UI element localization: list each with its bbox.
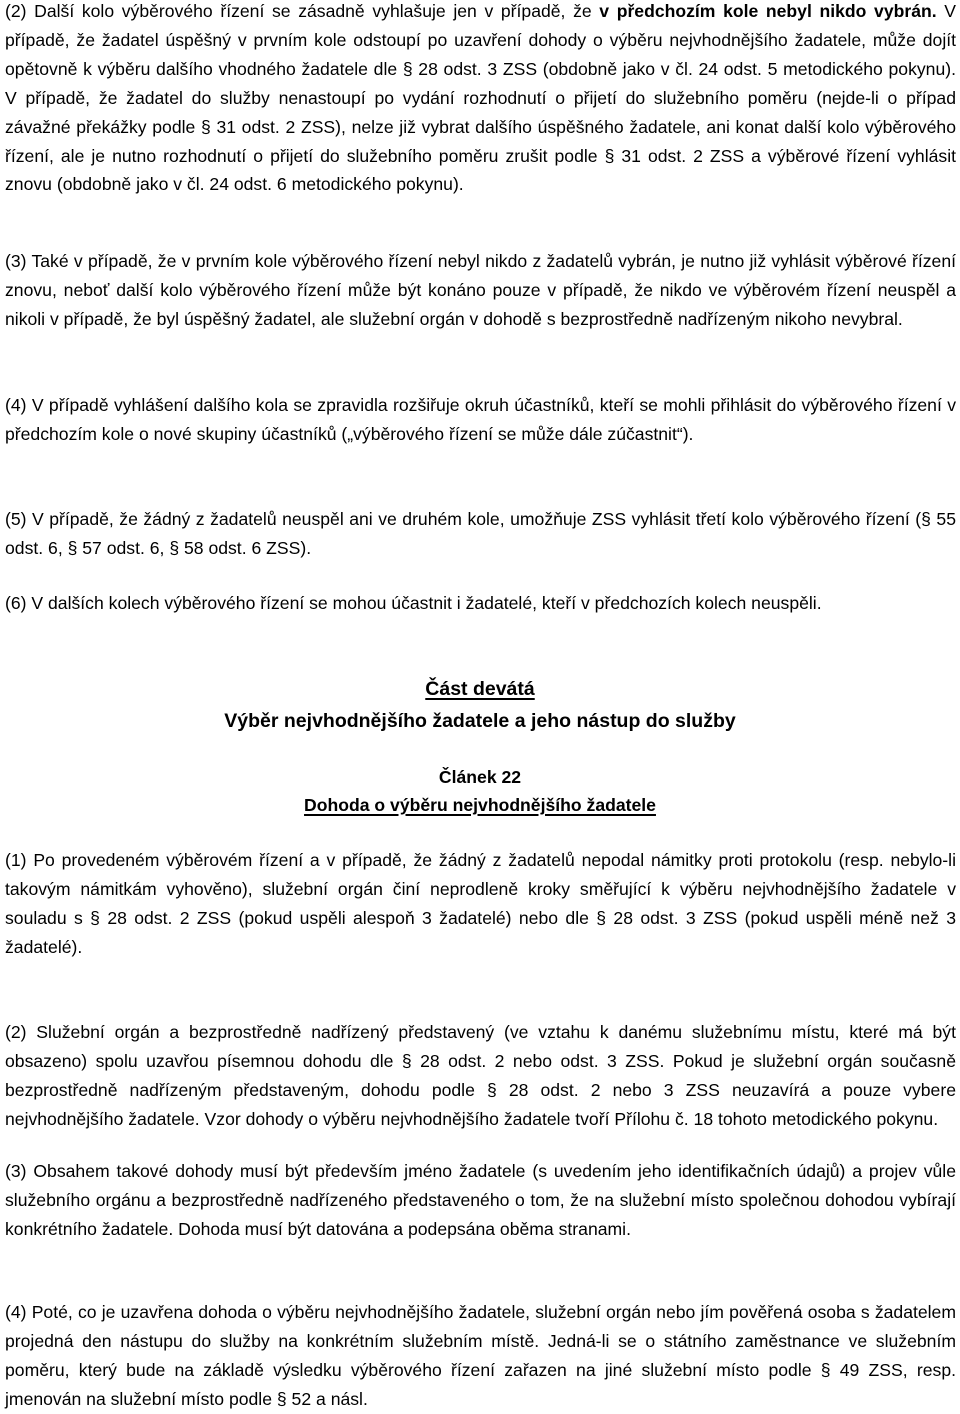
paragraph-2-text-b: V případě, že žadatel úspěšný v prvním kole odstoupí po uzavření dohody o výběru nejvhodnějšího žadatele, může dojít opětovně k výběru dalšího vhodného žadatele dle § 28 odst. 3 ZSS (obdobně jako v čl. 24 odst. 5 metodického pokynu). V případě, že žadatel do služby nenastoupí po vydání rozhodnutí o přijetí do služebního poměru (nejde-li o případ závažné překážky podle § 31 odst. 2 ZSS), nelze již vybrat dalšího úspěšného žadatele, ani konat další kolo výběrového řízení, ale je nutno rozhodnutí o přijetí do služebního poměru zrušit podle § 31 odst. 2 ZSS a výběrové řízení vyhlásit znovu (obdobně jako v čl. 24 odst. 6 metodického pokynu). — [5, 1, 956, 195]
part-label: Část devátá — [425, 678, 535, 700]
article-paragraph-2: (2) Služební orgán a bezprostředně nadřízený představený (ve vztahu k danému služebnímu místu, které má být obsazeno) spolu uzavřou písemnou dohodu dle § 28 odst. 2 nebo odst. 3 ZSS. Pokud je služební orgán současně bezprostředně nadřízeným představeným, dohodu podle § 28 odst. 2 nebo 3 ZSS neuzavírá a pouze vybere nejvhodnějšího žadatele. Vzor dohody o výběru nejvhodnějšího žadatele tvoří Přílohu č. 18 tohoto metodického pokynu. — [5, 1022, 956, 1129]
paragraph-3: (3) Také v případě, že v prvním kole výběrového řízení nebyl nikdo z žadatelů vybrán, je nutno již vyhlásit výběrové řízení znovu, neboť další kolo výběrového řízení může být konáno pouze v případě, že nikdo ve výběrovém řízení neuspěl a nikoli v případě, že byl úspěšný žadatel, ale služební orgán v dohodě s bezprostředně nadřízeným nikoho nevybral. — [5, 251, 956, 329]
part-heading — [0, 674, 960, 704]
paragraph-2-text-a: (2) Další kolo výběrového řízení se zásadně vyhlašuje jen v případě, že — [5, 1, 600, 21]
part-title: Výběr nejvhodnějšího žadatele a jeho nástup do služby — [224, 710, 736, 732]
paragraph-5: (5) V případě, že žádný z žadatelů neuspěl ani ve druhém kole, umožňuje ZSS vyhlásit třetí kolo výběrového řízení (§ 55 odst. 6, § 57 odst. 6, § 58 odst. 6 ZSS). — [5, 509, 956, 558]
article-heading: Článek 22 — [438, 767, 522, 787]
paragraph-4: (4) V případě vyhlášení dalšího kola se zpravidla rozšiřuje okruh účastníků, kteří se mohli přihlásit do výběrového řízení v předchozím kole o nové skupiny účastníků („výběrového řízení se může dále zúčastnit“). — [5, 395, 956, 444]
paragraph-6: (6) V dalších kolech výběrového řízení se mohou účastnit i žadatelé, kteří v předchozích kolech neuspěli. — [5, 593, 822, 613]
article-title-text: Dohoda o výběru nejvhodnějšího žadatele — [304, 795, 656, 815]
article-paragraph-4: (4) Poté, co je uzavřena dohoda o výběru nejvhodnějšího žadatele, služební orgán nebo jím pověřená osoba s žadatelem projedná den nástupu do služby na konkrétním služebním místě. Jedná-li se o státního zaměstnance ve služebním poměru, který bude na základě výsledku výběrového řízení zařazen na jiné služební místo podle § 49 ZSS, resp. jmenován na služební místo podle § 52 a násl. — [5, 1302, 956, 1409]
paragraph-2 — [5, 0, 956, 199]
paragraph-2-bold-text: v předchozím kole nebyl nikdo vybrán. — [599, 1, 937, 21]
article-paragraph-1: (1) Po provedeném výběrovém řízení a v případě, že žádný z žadatelů nepodal námitky proti protokolu (resp. nebylo-li takovým námitkám vyhověno), služební orgán činí neprodleně kroky směřující k výběru nejvhodnějšího žadatele v souladu s § 28 odst. 2 ZSS (pokud uspěli alespoň 3 žadatelé) nebo dle § 28 odst. 3 ZSS (pokud uspěli méně než 3 žadatelé). — [5, 850, 956, 957]
article-title — [0, 790, 960, 820]
article-paragraph-3: (3) Obsahem takové dohody musí být především jméno žadatele (s uvedením jeho identifikačních údajů) a projev vůle služebního orgánu a bezprostředně nadřízeného představeného o tom, že na služební místo společnou dohodou vybírají konkrétního žadatele. Dohoda musí být datována a podepsána oběma stranami. — [5, 1161, 956, 1239]
